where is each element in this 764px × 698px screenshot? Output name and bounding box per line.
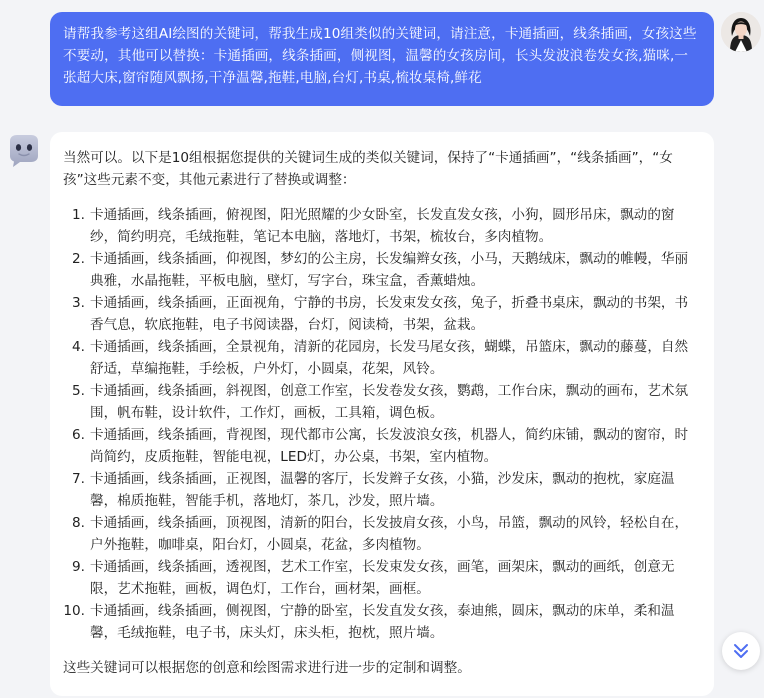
user-message-bubble bbox=[50, 12, 714, 106]
list-item bbox=[63, 424, 700, 468]
robot-avatar-icon bbox=[4, 132, 42, 170]
list-item bbox=[63, 248, 700, 292]
user-avatar-photo bbox=[721, 12, 761, 52]
list-item bbox=[63, 600, 700, 644]
list-item-text: 卡通插画，线条插画，正视图，温馨的客厅，长发辫子女孩，小猫，沙发床，飘动的抱枕，家庭温馨，棉质拖鞋，智能手机，落地灯，茶几，沙发，照片墙。 bbox=[90, 471, 675, 509]
list-item bbox=[63, 336, 700, 380]
keyword-list bbox=[63, 204, 700, 644]
user-message-text: 请帮我参考这组AI绘图的关键词，帮我生成10组类似的关键词，请注意，卡通插画，线条插画，女孩这些不要动，其他可以替换：卡通插画，线条插画，侧视图，温馨的女孩房间，长头发波浪卷发女孩,猫咪,一张超大床,窗帘随风飘扬,干净温馨,拖鞋,电脑,台灯,书桌,梳妆桌椅,鲜花 bbox=[63, 26, 697, 86]
list-item-text: 卡通插画，线条插画，斜视图，创意工作室，长发卷发女孩，鹦鹉，工作台床，飘动的画布，艺术氛围，帆布鞋，设计软件，工作灯，画板，工具箱，调色板。 bbox=[90, 383, 689, 421]
user-message-row bbox=[0, 12, 764, 108]
user-avatar[interactable] bbox=[721, 12, 761, 52]
list-item-text: 卡通插画，线条插画，俯视图，阳光照耀的少女卧室，长发直发女孩，小狗，圆形吊床，飘动的窗纱，简约明亮，毛绒拖鞋，笔记本电脑，落地灯，书架，梳妆台，多肉植物。 bbox=[90, 207, 675, 245]
list-item-number: 4. bbox=[72, 339, 85, 355]
list-item-number: 3. bbox=[72, 295, 85, 311]
list-item bbox=[63, 468, 700, 512]
assistant-message-card bbox=[50, 132, 714, 696]
assistant-outro-text: 这些关键词可以根据您的创意和绘图需求进行进一步的定制和调整。 bbox=[63, 660, 471, 676]
list-item-number: 1. bbox=[72, 207, 85, 223]
list-item bbox=[63, 512, 700, 556]
list-item-text: 卡通插画，线条插画，仰视图，梦幻的公主房，长发编辫女孩，小马，天鹅绒床，飘动的帷幔，华丽典雅，水晶拖鞋，平板电脑，壁灯，写字台，珠宝盒，香薰蜡烛。 bbox=[90, 251, 689, 289]
list-item-text: 卡通插画，线条插画，全景视角，清新的花园房，长发马尾女孩，蝴蝶，吊篮床，飘动的藤蔓，自然舒适，草编拖鞋，手绘板，户外灯，小圆桌，花架，风铃。 bbox=[90, 339, 689, 377]
list-item bbox=[63, 556, 700, 600]
list-item bbox=[63, 292, 700, 336]
list-item-text: 卡通插画，线条插画，顶视图，清新的阳台，长发披肩女孩，小鸟，吊篮，飘动的风铃，轻松自在，户外拖鞋，咖啡桌，阳台灯，小圆桌，花盆，多肉植物。 bbox=[90, 515, 689, 553]
list-item-text: 卡通插画，线条插画，侧视图，宁静的卧室，长发直发女孩，泰迪熊，圆床，飘动的床单，柔和温馨，毛绒拖鞋，电子书，床头灯，床头柜，抱枕，照片墙。 bbox=[90, 603, 675, 641]
list-item bbox=[63, 380, 700, 424]
list-item-text: 卡通插画，线条插画，背视图，现代都市公寓，长发波浪女孩，机器人，简约床铺，飘动的窗帘，时尚简约，皮质拖鞋，智能电视，LED灯，办公桌，书架，室内植物。 bbox=[90, 427, 689, 465]
list-item-number: 7. bbox=[72, 471, 85, 487]
assistant-intro-text: 当然可以。以下是10组根据您提供的关键词生成的类似关键词，保持了“卡通插画”，“线条插画”，“女孩”这些元素不变，其他元素进行了替换或调整： bbox=[63, 150, 673, 188]
double-chevron-down-icon bbox=[731, 641, 751, 661]
list-item-number: 9. bbox=[72, 559, 85, 575]
list-item-number: 8. bbox=[72, 515, 85, 531]
list-item-text: 卡通插画，线条插画，正面视角，宁静的书房，长发束发女孩，兔子，折叠书桌床，飘动的书架，书香气息，软底拖鞋，电子书阅读器，台灯，阅读椅，书架，盆栽。 bbox=[90, 295, 689, 333]
list-item-text: 卡通插画，线条插画，透视图，艺术工作室，长发束发女孩，画笔，画架床，飘动的画纸，创意无限，艺术拖鞋，画板，调色灯，工作台，画材架，画框。 bbox=[90, 559, 675, 597]
bot-avatar bbox=[4, 132, 42, 170]
list-item-number: 2. bbox=[72, 251, 85, 267]
list-item-number: 5. bbox=[72, 383, 85, 399]
scroll-to-bottom-button[interactable] bbox=[722, 632, 760, 670]
list-item bbox=[63, 204, 700, 248]
list-item-number: 6. bbox=[72, 427, 85, 443]
list-item-number: 10. bbox=[63, 603, 85, 619]
